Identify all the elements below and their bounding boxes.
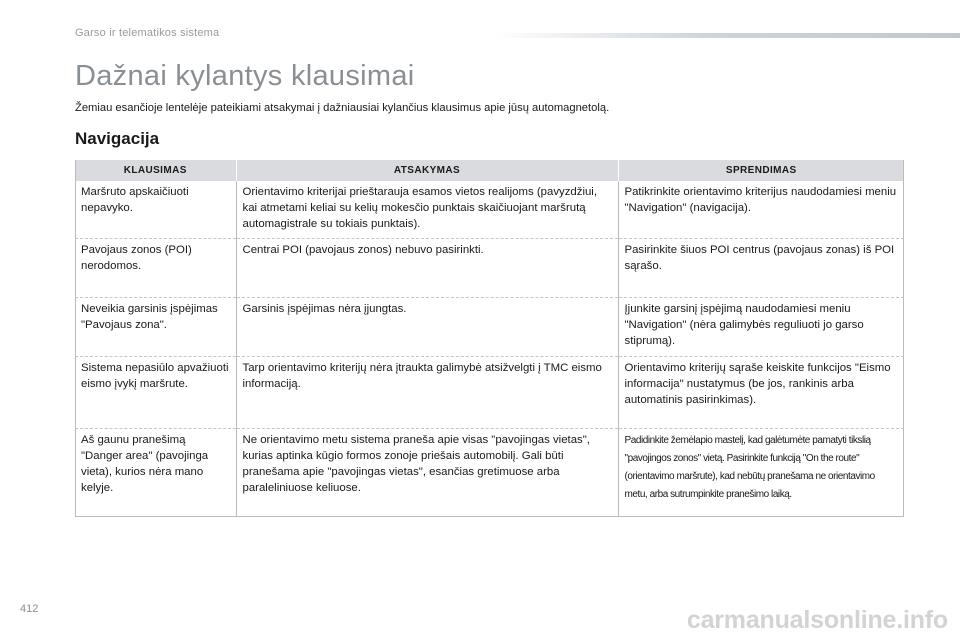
table-row xyxy=(75,238,904,297)
question-cell: Maršruto apskaičiuoti nepavyko. xyxy=(75,181,236,238)
table-row xyxy=(75,428,904,516)
faq-table xyxy=(75,160,904,516)
answer-cell: Garsinis įspėjimas nėra įjungtas. xyxy=(236,297,618,356)
column-header-answer: ATSAKYMAS xyxy=(236,160,618,181)
answer-cell: Tarp orientavimo kriterijų nėra įtraukta galimybė atsižvelgti į TMC eismo informaciją. xyxy=(236,356,618,428)
running-header: Garso ir telematikos sistema xyxy=(75,27,220,39)
table-row xyxy=(75,297,904,356)
solution-cell: Patikrinkite orientavimo kriterijus naudodamiesi meniu "Navigation" (navigacija). xyxy=(624,186,897,214)
table-row xyxy=(75,181,904,238)
table-row xyxy=(75,356,904,428)
table-header-row xyxy=(75,160,904,181)
page-number: 412 xyxy=(20,603,39,615)
solution-cell: Įjunkite garsinį įspėjimą naudodamiesi meniu "Navigation" (nėra galimybės reguliuoti jo garso stiprumą). xyxy=(624,302,864,347)
answer-cell: Ne orientavimo metu sistema praneša apie visas "pavojingas vietas", kurias aptinka kūgio formos zonoje priešais automobilį. Gali būti pranešama apie "pavojingas vietas", esančias gretimuose arba paraleliniuose keliuose. xyxy=(236,428,618,516)
question-cell: Pavojaus zonos (POI) nerodomos. xyxy=(75,238,236,297)
solution-cell: Pasirinkite šiuos POI centrus (pavojaus zonas) iš POI sąrašo. xyxy=(624,243,895,272)
section-title: Navigacija xyxy=(75,129,160,148)
intro-text: Žemiau esančioje lentelėje pateikiami atsakymai į dažniausiai kylančius klausimus apie jūsų automagnetolą. xyxy=(75,102,610,114)
column-header-question: KLAUSIMAS xyxy=(75,160,236,181)
solution-cell: Orientavimo kriterijų sąraše keiskite funkcijos "Eismo informacija" nustatymus (be jos, rankinis arba automatinis pasirinkimas). xyxy=(624,361,891,406)
answer-cell: Centrai POI (pavojaus zonos) nebuvo pasirinkti. xyxy=(236,238,618,297)
column-header-solution: SPRENDIMAS xyxy=(618,160,904,181)
question-cell: Sistema nepasiūlo apvažiuoti eismo įvykį maršrute. xyxy=(75,356,236,428)
question-cell: Neveikia garsinis įspėjimas "Pavojaus zona". xyxy=(75,297,236,356)
watermark: carmanualsonline.info xyxy=(686,606,948,634)
question-cell: Aš gaunu pranešimą "Danger area" (pavojinga vieta), kurios nėra mano kelyje. xyxy=(75,428,236,516)
answer-cell: Orientavimo kriterijai prieštarauja esamos vietos realijoms (pavyzdžiui, kai atmetami keliai su kelių mokesčio punktais skaičiuojant maršrutą automagistrale su tokiais punktais). xyxy=(236,181,618,238)
solution-cell: Padidinkite žemėlapio mastelį, kad galėtumėte pamatyti tikslią "pavojingos zonos" vietą. Pasirinkite funkciją "On the route" (orientavimo maršrute), kad nebūtų pranešama ne orientavimo metu, arba sutrumpinkite pranešimo laiką. xyxy=(624,434,875,500)
page-title: Dažnai kylantys klausimai xyxy=(75,60,415,92)
header-rule xyxy=(495,33,960,38)
